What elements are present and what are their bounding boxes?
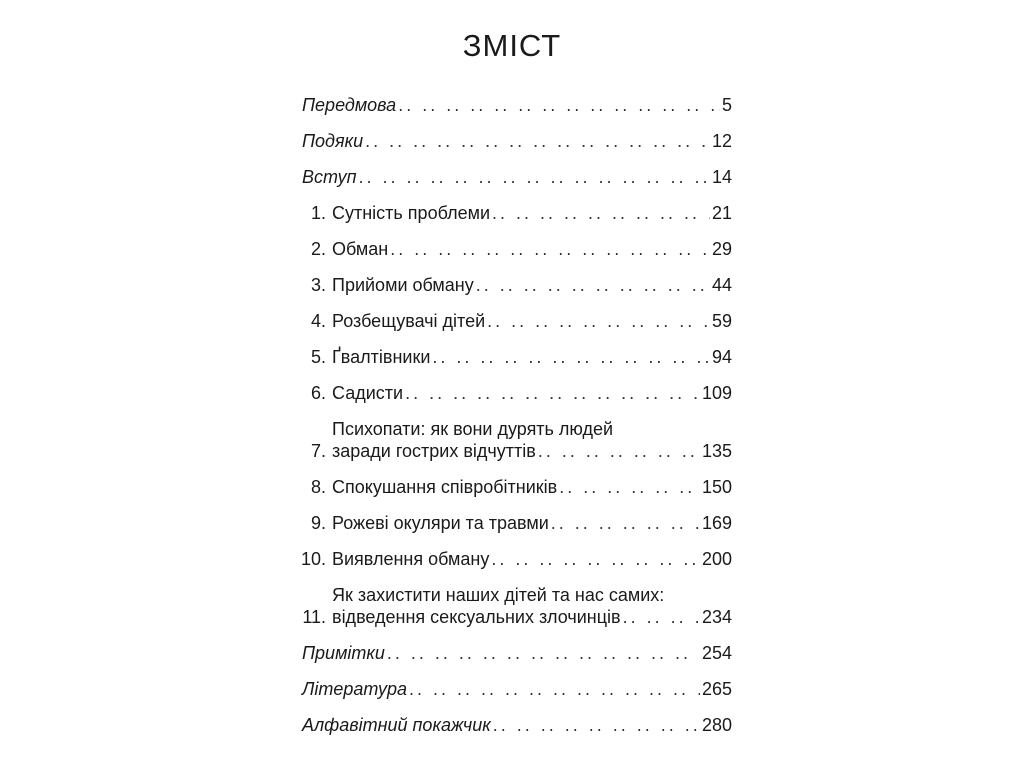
toc-entry-page-number: 14 (711, 167, 732, 187)
dot-leader (390, 238, 710, 260)
toc-entry[interactable] (300, 476, 732, 498)
toc-entry-title: Ґвалтівники (332, 347, 431, 367)
toc-entry-number: 10. (300, 549, 326, 569)
toc-entry[interactable] (300, 642, 732, 664)
toc-entry-page-number: 234 (701, 607, 732, 627)
toc-entry-page-number: 135 (701, 441, 732, 461)
dot-leader (365, 130, 710, 152)
toc-entry-title-continuation: відведення сексуальних злочинців (332, 607, 621, 627)
toc-entry-page-number: 29 (711, 239, 732, 259)
toc-entry[interactable] (300, 130, 732, 152)
toc-entry-number: 8. (310, 477, 326, 497)
dot-leader (493, 714, 700, 736)
toc-entry-title: Сутність проблеми (332, 203, 491, 223)
toc-entry[interactable] (300, 94, 732, 116)
toc-entry[interactable] (300, 202, 732, 224)
dot-leader (409, 678, 700, 700)
toc-entry-number: 6. (310, 383, 326, 403)
toc-entry-page-number: 265 (701, 679, 732, 699)
toc-entry-title: Садисти (332, 383, 404, 403)
toc-entry-title: Алфавітний покажчик (302, 715, 491, 735)
dot-leader (398, 94, 720, 116)
toc-entry-page-number: 150 (701, 477, 732, 497)
toc-entry[interactable] (300, 346, 732, 368)
toc-entry-page-number: 280 (701, 715, 732, 735)
toc-entry-page-number: 59 (711, 311, 732, 331)
dot-leader (538, 440, 700, 462)
toc-entry-title: Виявлення обману (332, 549, 490, 569)
toc-entry-title: Подяки (302, 131, 364, 151)
toc-entry-title-continuation: заради гострих відчуттів (332, 441, 536, 461)
toc-entry-number: 3. (310, 275, 326, 295)
toc-entry-title: Література (302, 679, 407, 699)
toc-entry-page-number: 254 (701, 643, 732, 663)
dot-leader (492, 202, 710, 224)
toc-entry-title: Рожеві окуляри та травми (332, 513, 549, 533)
dot-leader (359, 166, 710, 188)
toc-entry[interactable] (300, 678, 732, 700)
toc-entry[interactable] (300, 584, 732, 628)
toc-entry-page-number: 169 (701, 513, 732, 533)
dot-leader (491, 548, 700, 570)
toc-entry[interactable] (300, 310, 732, 332)
toc-entry-title: Примітки (302, 643, 385, 663)
dot-leader (487, 310, 710, 332)
toc-entry-title: Спокушання співробітників (332, 477, 558, 497)
toc-entry-title: Психопати: як вони дурять людей (332, 419, 614, 439)
toc-entry-number: 4. (310, 311, 326, 331)
toc-entry-title: Розбещувачі дітей (332, 311, 486, 331)
dot-leader (387, 642, 700, 664)
toc-entry[interactable] (300, 238, 732, 260)
toc-entry-number: 7. (310, 441, 326, 461)
toc-entry-page-number: 200 (701, 549, 732, 569)
dot-leader (432, 346, 710, 368)
dot-leader (551, 512, 700, 534)
toc-entry[interactable] (300, 166, 732, 188)
dot-leader (476, 274, 710, 296)
toc-entry-title: Обман (332, 239, 389, 259)
dot-leader (623, 606, 700, 628)
toc-entry-page-number: 44 (711, 275, 732, 295)
toc-entry-page-number: 5 (721, 95, 732, 115)
toc-entry-number: 2. (310, 239, 326, 259)
toc-entry-page-number: 12 (711, 131, 732, 151)
toc-entry[interactable] (300, 382, 732, 404)
table-of-contents (300, 94, 732, 750)
toc-entry-number: 9. (310, 513, 326, 533)
toc-entry-number: 1. (310, 203, 326, 223)
toc-entry[interactable] (300, 714, 732, 736)
toc-entry[interactable] (300, 274, 732, 296)
toc-entry-page-number: 94 (711, 347, 732, 367)
toc-entry[interactable] (300, 548, 732, 570)
dot-leader (559, 476, 700, 498)
toc-entry-title: Як захистити наших дітей та нас самих: (332, 585, 665, 605)
toc-entry-title: Прийоми обману (332, 275, 474, 295)
dot-leader (405, 382, 700, 404)
toc-entry-number: 5. (310, 347, 326, 367)
toc-entry-title: Вступ (302, 167, 357, 187)
toc-entry-title: Передмова (302, 95, 397, 115)
toc-entry-page-number: 21 (711, 203, 732, 223)
page-title: ЗМІСТ (462, 28, 562, 63)
toc-entry-number: 11. (302, 607, 326, 627)
toc-entry[interactable] (300, 418, 732, 462)
toc-entry-page-number: 109 (701, 383, 732, 403)
toc-entry[interactable] (300, 512, 732, 534)
